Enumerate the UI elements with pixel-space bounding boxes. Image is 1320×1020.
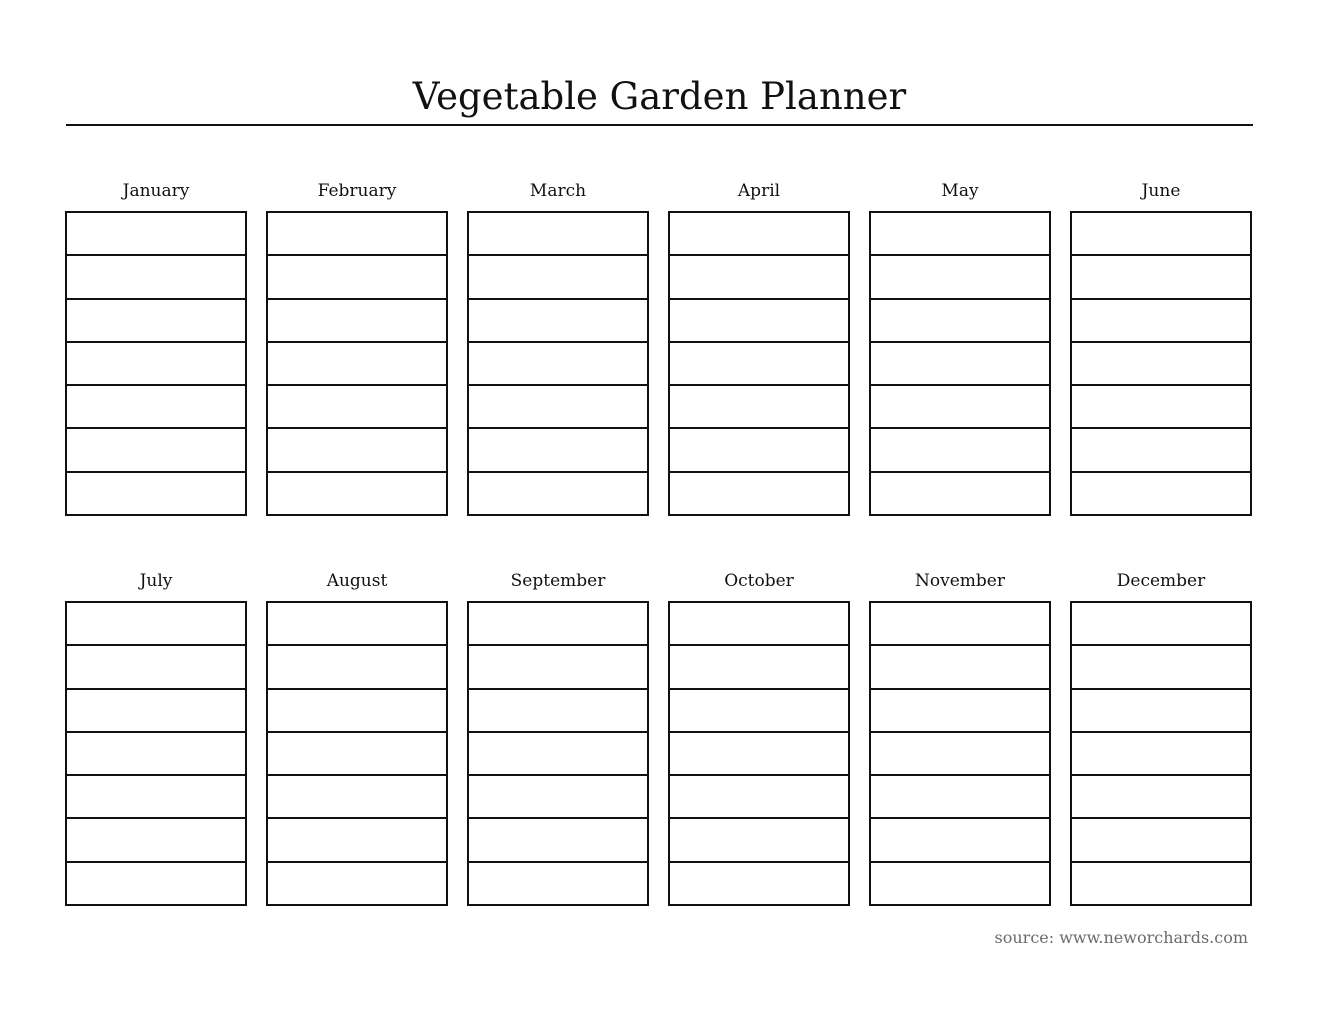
planner-cell[interactable] [268, 644, 446, 687]
planner-cell[interactable] [268, 384, 446, 427]
month-grid-december [1070, 601, 1252, 906]
planner-cell[interactable] [67, 213, 245, 254]
month-block-december [1070, 568, 1252, 906]
planner-cell[interactable] [670, 861, 848, 904]
month-grid-january [65, 211, 247, 516]
planner-cell[interactable] [469, 384, 647, 427]
source-credit: source: www.neworchards.com [994, 928, 1248, 947]
planner-cell[interactable] [67, 427, 245, 470]
planner-cell[interactable] [871, 471, 1049, 514]
planner-cell[interactable] [67, 774, 245, 817]
planner-cell[interactable] [268, 427, 446, 470]
month-block-october [668, 568, 850, 906]
planner-cell[interactable] [67, 254, 245, 297]
planner-cell[interactable] [469, 644, 647, 687]
month-label-june: June [1141, 181, 1181, 201]
month-block-june [1070, 178, 1252, 516]
planner-cell[interactable] [871, 341, 1049, 384]
planner-cell[interactable] [1072, 298, 1250, 341]
planner-cell[interactable] [67, 471, 245, 514]
planner-cell[interactable] [871, 213, 1049, 254]
month-block-may [869, 178, 1051, 516]
planner-cell[interactable] [268, 774, 446, 817]
planner-cell[interactable] [67, 644, 245, 687]
month-grid-october [668, 601, 850, 906]
planner-cell[interactable] [670, 603, 848, 644]
month-label-november: November [915, 571, 1005, 591]
planner-cell[interactable] [1072, 254, 1250, 297]
month-grid-june [1070, 211, 1252, 516]
planner-cell[interactable] [67, 341, 245, 384]
month-label-march: March [529, 181, 587, 201]
month-label-october: October [724, 571, 794, 591]
planner-cell[interactable] [1072, 731, 1250, 774]
month-label-january: January [122, 181, 190, 201]
planner-cell[interactable] [670, 298, 848, 341]
month-grid-april [668, 211, 850, 516]
planner-cell[interactable] [871, 603, 1049, 644]
planner-cell[interactable] [1072, 774, 1250, 817]
month-block-november [869, 568, 1051, 906]
month-block-april [668, 178, 850, 516]
planner-cell[interactable] [469, 341, 647, 384]
planner-cell[interactable] [469, 688, 647, 731]
planner-cell[interactable] [469, 861, 647, 904]
month-label-december: December [1116, 571, 1206, 591]
planner-cell[interactable] [1072, 688, 1250, 731]
page-title: Vegetable Garden Planner [412, 75, 907, 118]
planner-cell[interactable] [1072, 427, 1250, 470]
planner-cell[interactable] [1072, 341, 1250, 384]
planner-cell[interactable] [1072, 471, 1250, 514]
planner-cell[interactable] [469, 731, 647, 774]
planner-cell[interactable] [670, 384, 848, 427]
month-grid-august [266, 601, 448, 906]
month-block-august [266, 568, 448, 906]
planner-cell[interactable] [871, 688, 1049, 731]
month-grid-september [467, 601, 649, 906]
planner-cell[interactable] [469, 471, 647, 514]
planner-cell[interactable] [469, 774, 647, 817]
month-block-july [65, 568, 247, 906]
planner-cell[interactable] [670, 688, 848, 731]
month-block-september [467, 568, 649, 906]
planner-cell[interactable] [871, 384, 1049, 427]
planner-cell[interactable] [268, 341, 446, 384]
month-row-first-half [65, 178, 1253, 518]
month-label-april: April [737, 181, 781, 201]
planner-cell[interactable] [871, 817, 1049, 860]
planner-cell[interactable] [67, 817, 245, 860]
planner-cell[interactable] [1072, 213, 1250, 254]
planner-cell[interactable] [1072, 644, 1250, 687]
planner-cell[interactable] [268, 298, 446, 341]
planner-cell[interactable] [67, 603, 245, 644]
planner-cell[interactable] [469, 298, 647, 341]
month-grid-march [467, 211, 649, 516]
planner-cell[interactable] [1072, 817, 1250, 860]
planner-cell[interactable] [670, 644, 848, 687]
month-label-may: May [941, 181, 979, 201]
planner-cell[interactable] [871, 774, 1049, 817]
planner-cell[interactable] [469, 427, 647, 470]
month-row-second-half [65, 568, 1253, 908]
planner-cell[interactable] [268, 817, 446, 860]
month-grid-may [869, 211, 1051, 516]
planner-cell[interactable] [670, 817, 848, 860]
planner-cell[interactable] [871, 861, 1049, 904]
planner-cell[interactable] [670, 427, 848, 470]
planner-cell[interactable] [670, 254, 848, 297]
month-grid-july [65, 601, 247, 906]
month-label-february: February [317, 181, 397, 201]
month-block-january [65, 178, 247, 516]
planner-cell[interactable] [469, 254, 647, 297]
month-block-march [467, 178, 649, 516]
planner-cell[interactable] [268, 603, 446, 644]
month-grid-november [869, 601, 1051, 906]
planner-cell[interactable] [469, 603, 647, 644]
planner-cell[interactable] [268, 213, 446, 254]
planner-cell[interactable] [469, 817, 647, 860]
planner-cell[interactable] [67, 298, 245, 341]
planner-cell[interactable] [268, 731, 446, 774]
planner-cell[interactable] [670, 341, 848, 384]
planner-cell[interactable] [268, 688, 446, 731]
planner-cell[interactable] [1072, 861, 1250, 904]
planner-cell[interactable] [268, 471, 446, 514]
month-label-august: August [326, 571, 388, 591]
planner-cell[interactable] [670, 731, 848, 774]
planner-cell[interactable] [1072, 384, 1250, 427]
planner-cell[interactable] [670, 213, 848, 254]
month-block-february [266, 178, 448, 516]
planner-cell[interactable] [871, 644, 1049, 687]
planner-cell[interactable] [871, 254, 1049, 297]
planner-cell[interactable] [871, 298, 1049, 341]
planner-cell[interactable] [469, 213, 647, 254]
planner-cell[interactable] [268, 861, 446, 904]
planner-cell[interactable] [67, 384, 245, 427]
title-divider [66, 124, 1253, 126]
planner-cell[interactable] [670, 471, 848, 514]
planner-cell[interactable] [871, 731, 1049, 774]
planner-cell[interactable] [67, 861, 245, 904]
planner-cell[interactable] [670, 774, 848, 817]
month-grid-february [266, 211, 448, 516]
month-label-july: July [139, 571, 173, 591]
month-label-september: September [510, 571, 606, 591]
planner-cell[interactable] [67, 731, 245, 774]
planner-cell[interactable] [67, 688, 245, 731]
planner-cell[interactable] [268, 254, 446, 297]
planner-cell[interactable] [1072, 603, 1250, 644]
planner-cell[interactable] [871, 427, 1049, 470]
